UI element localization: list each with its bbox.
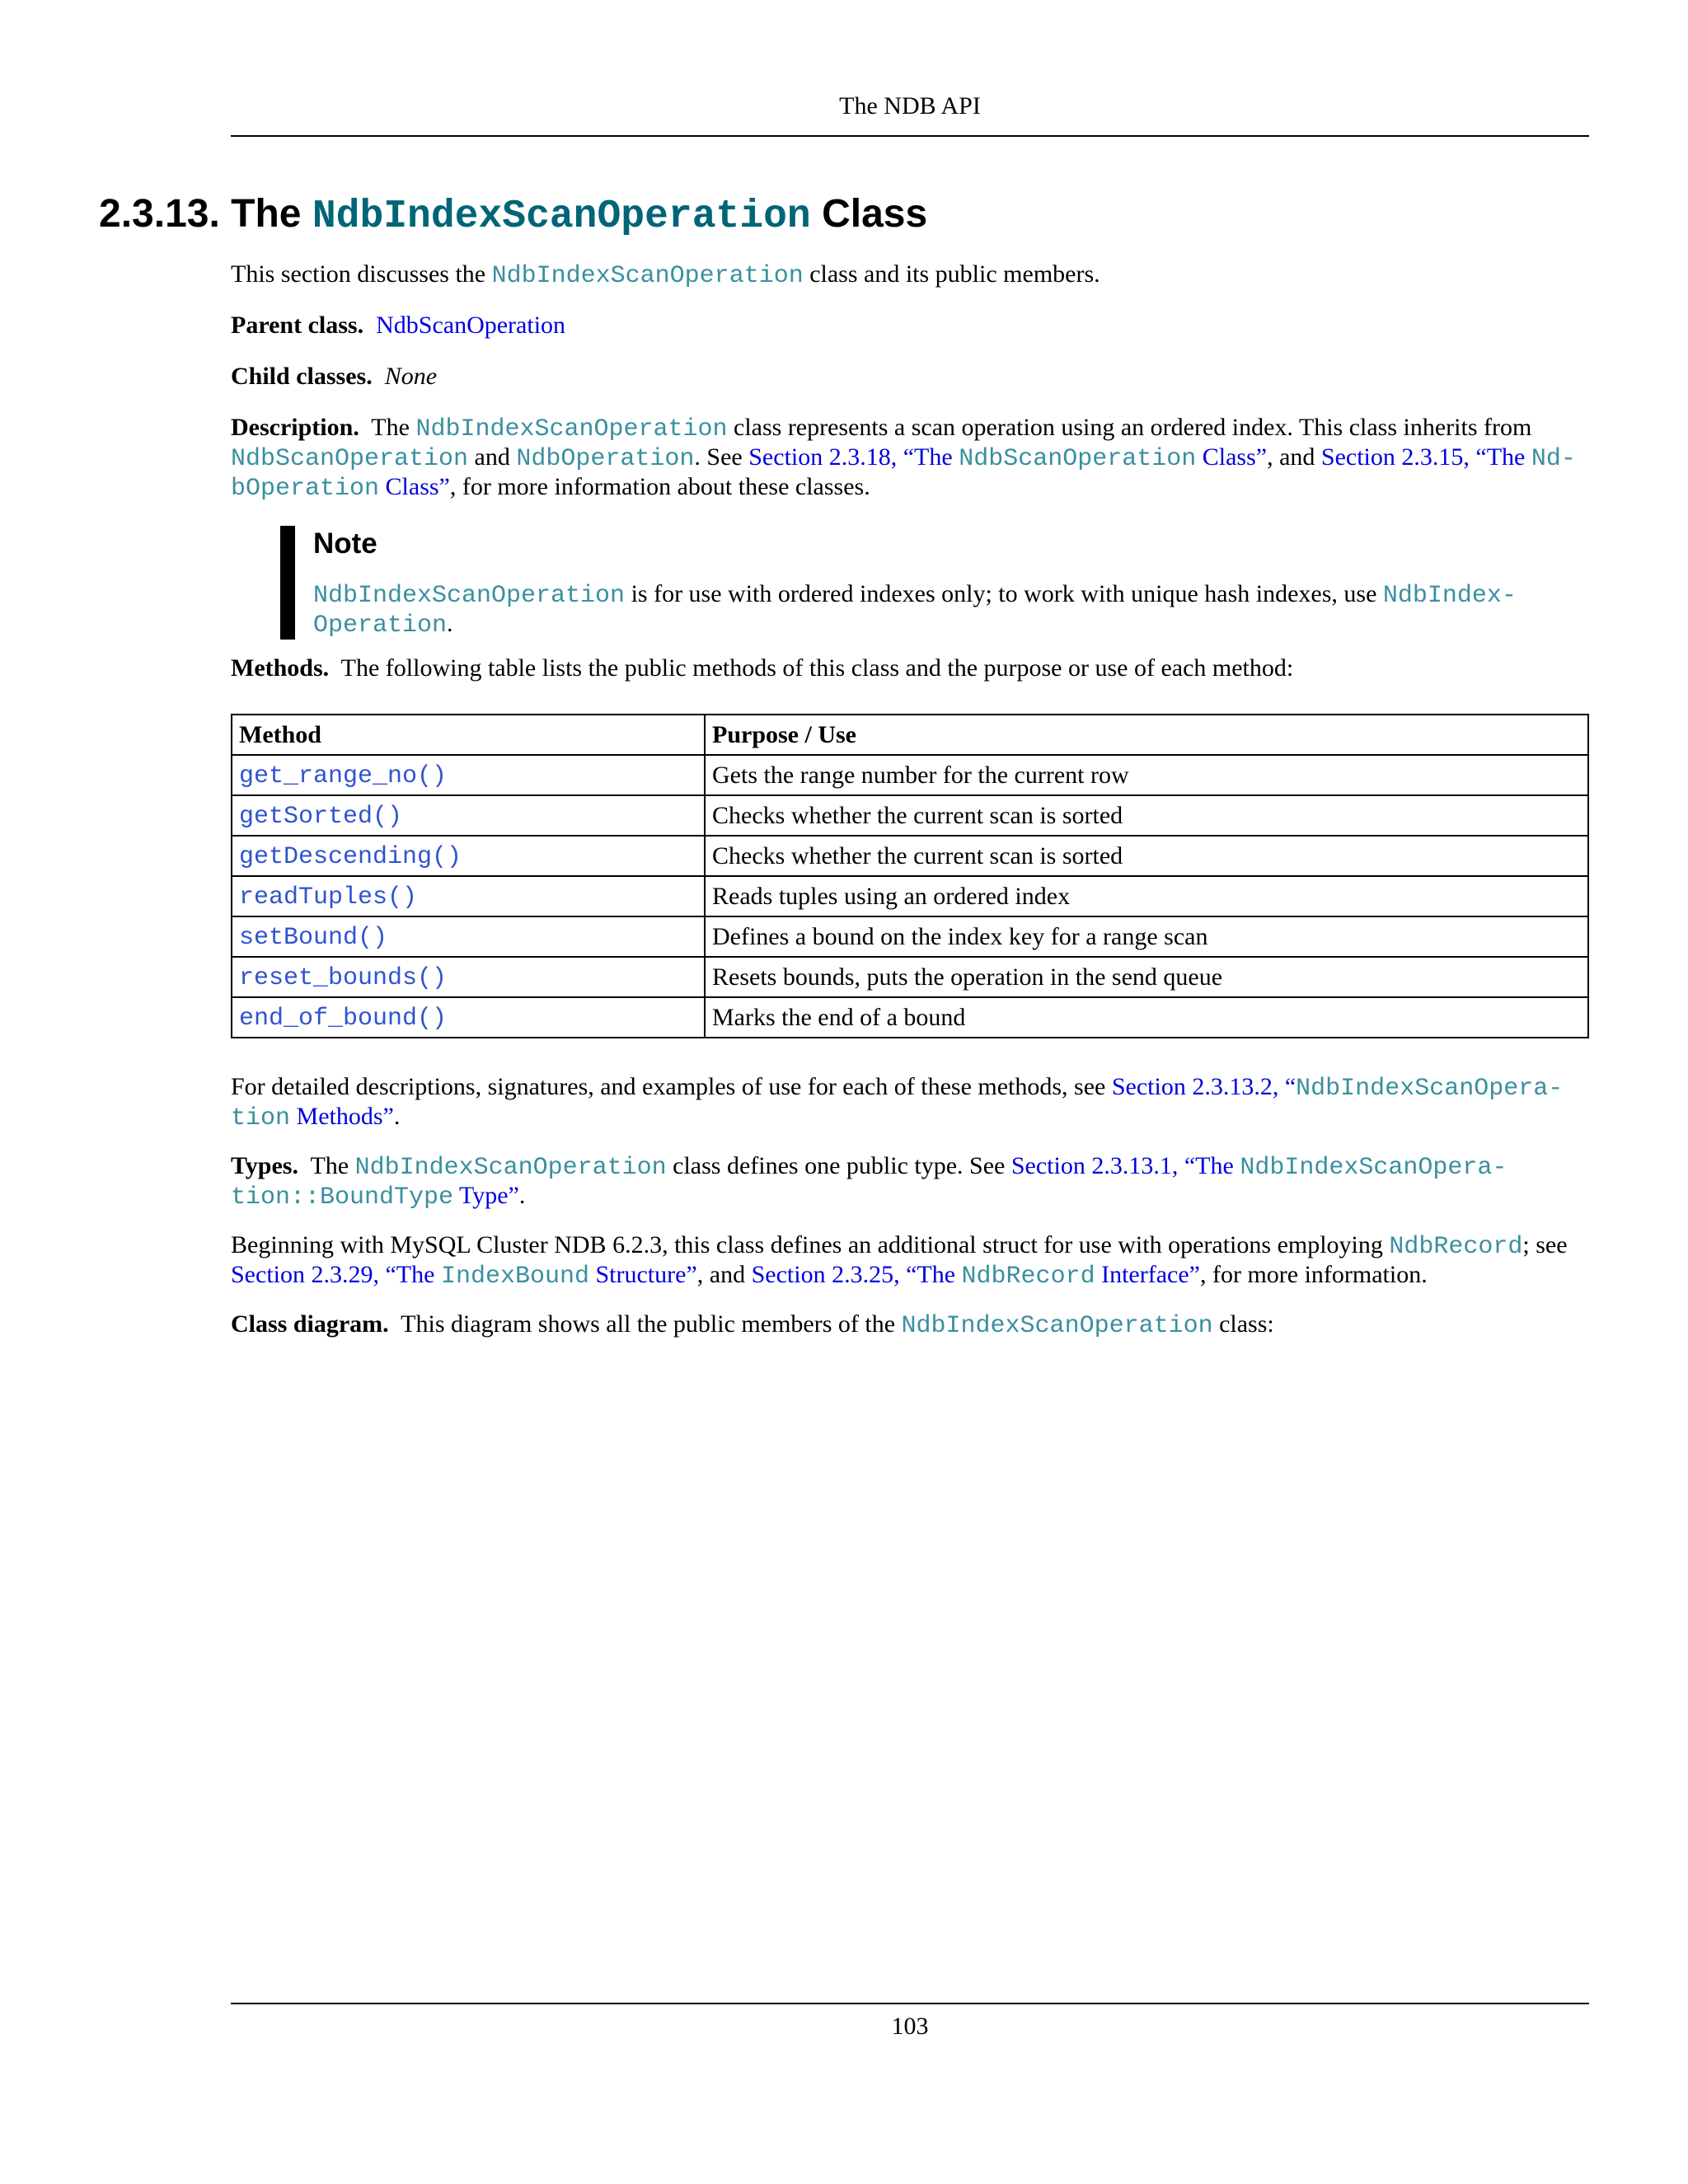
method-link[interactable]: end_of_bound() — [239, 1004, 448, 1033]
column-header-purpose: Purpose / Use — [705, 715, 1588, 755]
page-number: 103 — [891, 2013, 929, 2040]
table-row — [232, 957, 1588, 997]
parent-class-label: Parent class. — [231, 312, 364, 339]
link-section-2-3-25[interactable]: Section 2.3.25, “The NdbRecord Interface” — [751, 1261, 1200, 1291]
method-purpose: Reads tuples using an ordered index — [705, 876, 1588, 916]
table-row — [232, 916, 1588, 957]
header-rule — [231, 135, 1589, 137]
class-diagram-label: Class diagram. — [231, 1310, 389, 1338]
method-purpose: Checks whether the current scan is sorted — [705, 836, 1588, 876]
link-section-2-3-13-2[interactable]: Section 2.3.13.2, “NdbIndexScanOpera-tion Methods” — [231, 1073, 1564, 1132]
method-link[interactable]: getDescending() — [239, 842, 462, 871]
note-title: Note — [313, 527, 377, 560]
table-row — [232, 795, 1588, 836]
table-row — [232, 997, 1588, 1038]
note-box — [280, 526, 1589, 640]
beginning-paragraph: Beginning with MySQL Cluster NDB 6.2.3, this class defines an additional struct for use with operations employing NdbRecord; see Section 2.3.29, “The IndexBound Structure”, and Section 2.3.25, “The NdbRecord Interface”, for more information. — [231, 1231, 1568, 1291]
methods-intro-paragraph: Methods. The following table lists the public methods of this class and the purpose or use of each method: — [231, 654, 1294, 682]
note-text: NdbIndexScanOperation is for use with ordered indexes only; to work with unique hash indexes, use NdbIndex-Operation. — [313, 580, 1517, 640]
section-title-code: NdbIndexScanOperation — [312, 194, 811, 239]
types-label: Types. — [231, 1152, 298, 1179]
table-row — [232, 876, 1588, 916]
description-label: Description. — [231, 414, 359, 441]
link-section-2-3-15[interactable]: Section 2.3.15, “The Nd-bOperation Class” — [231, 443, 1576, 503]
table-row — [232, 755, 1588, 795]
intro-paragraph: This section discusses the NdbIndexScanOperation class and its public members. — [231, 260, 1100, 290]
section-title: 2.3.13. The NdbIndexScanOperation Class — [99, 192, 928, 239]
table-header-row — [232, 715, 1588, 755]
footer-rule — [231, 2003, 1589, 2004]
parent-class-paragraph — [231, 312, 1589, 339]
parent-class-link[interactable]: NdbScanOperation — [376, 312, 566, 339]
method-link[interactable]: get_range_no() — [239, 762, 448, 790]
method-link[interactable]: setBound() — [239, 923, 388, 952]
method-purpose: Marks the end of a bound — [705, 997, 1588, 1038]
types-paragraph: Types. The NdbIndexScanOperation class defines one public type. See Section 2.3.13.1, “The NdbIndexScanOpera-tion::BoundType Type”. — [231, 1152, 1507, 1212]
child-classes-value: None — [384, 363, 438, 390]
column-header-method: Method — [232, 715, 705, 755]
child-classes-paragraph — [231, 363, 1589, 390]
method-link[interactable]: readTuples() — [239, 883, 418, 912]
link-section-2-3-29[interactable]: Section 2.3.29, “The IndexBound Structure” — [231, 1261, 697, 1291]
method-link[interactable]: reset_bounds() — [239, 963, 448, 992]
method-link[interactable]: getSorted() — [239, 802, 403, 831]
running-header: The NDB API — [839, 92, 981, 120]
link-section-2-3-13-1[interactable]: Section 2.3.13.1, “The NdbIndexScanOpera-tion::BoundType Type” — [231, 1152, 1507, 1212]
table-row — [232, 836, 1588, 876]
method-purpose: Gets the range number for the current row — [705, 755, 1588, 795]
details-paragraph: For detailed descriptions, signatures, and examples of use for each of these methods, see Section 2.3.13.2, “NdbIndexScanOpera-tion Methods”. — [231, 1073, 1564, 1132]
method-purpose: Defines a bound on the index key for a range scan — [705, 916, 1588, 957]
method-purpose: Checks whether the current scan is sorted — [705, 795, 1588, 836]
description-paragraph: Description. The NdbIndexScanOperation class represents a scan operation using an ordered index. This class inherits from NdbScanOperation and NdbOperation. See Section 2.3.18, “The NdbScanOperation Class”, and Section 2.3.15, “The Nd-bOperation Class”, for more information about these classes. — [231, 414, 1576, 503]
methods-table — [231, 714, 1589, 1038]
methods-label: Methods. — [231, 654, 330, 682]
method-purpose: Resets bounds, puts the operation in the send queue — [705, 957, 1588, 997]
link-section-2-3-18[interactable]: Section 2.3.18, “The NdbScanOperation Class” — [748, 443, 1268, 473]
section-number: 2.3.13. — [99, 192, 220, 236]
child-classes-label: Child classes. — [231, 363, 373, 390]
note-bar — [280, 526, 295, 640]
class-diagram-paragraph: Class diagram. This diagram shows all the public members of the NdbIndexScanOperation class: — [231, 1310, 1274, 1340]
